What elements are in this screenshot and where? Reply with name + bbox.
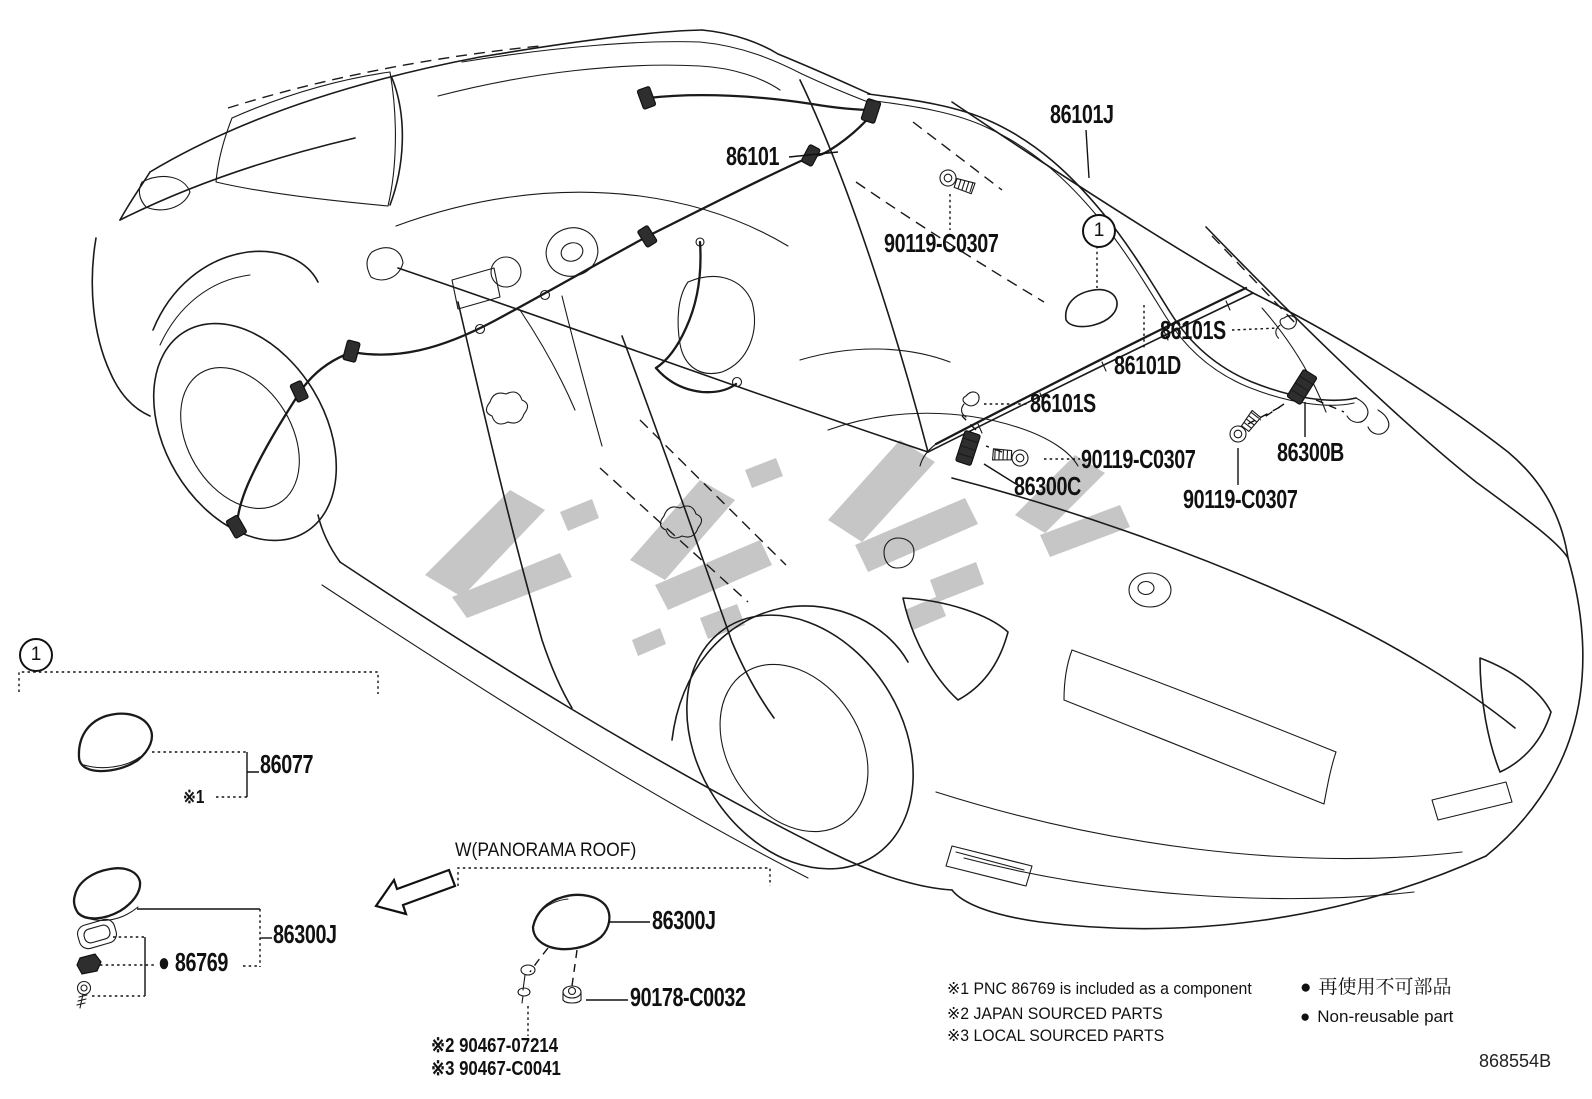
diagram-code: 868554B: [1479, 1051, 1552, 1071]
non-reusable-bullet-icon: ●: [158, 947, 170, 977]
non-reusable-bullet-icon: ●: [1300, 1007, 1311, 1026]
label-clamp-right: 86101S: [1160, 315, 1226, 345]
label-cord-86101J: 86101J: [1050, 99, 1114, 129]
legend-non-reusable-jp: [1300, 978, 1452, 997]
label-screw-top: 90119-C0307: [884, 228, 999, 258]
harness-86101: [226, 86, 881, 538]
legend-jp-text: 再使用不可部品: [1318, 977, 1452, 998]
legend-en-text: Non-reusable part: [1317, 1007, 1454, 1026]
label-harness-86101D: 86101D: [1114, 350, 1181, 380]
label-clamp-left: 86101S: [1030, 388, 1096, 418]
nut-90178-icon: [563, 986, 581, 1003]
arrow-icon: [376, 870, 455, 914]
footnote-2: ※2 JAPAN SOURCED PARTS: [947, 1005, 1163, 1023]
callout-1-bottom: [19, 638, 53, 672]
label-clip-ref3: ※3 90467-C0041: [431, 1058, 561, 1080]
roof-fin-antenna: [1066, 290, 1117, 327]
label-pad-86769: [158, 949, 228, 975]
group-86077: [19, 672, 378, 797]
bolt-icon: [77, 982, 91, 1009]
gasket-icon: [75, 917, 118, 951]
label-nut-90178: 90178-C0032: [630, 982, 746, 1012]
legend-non-reusable-en: [1300, 1008, 1453, 1025]
label-connector-86300B: 86300B: [1277, 437, 1344, 467]
callout-1-top: [1082, 214, 1116, 248]
group-86300J-left: [74, 868, 272, 1008]
label-clip-ref2: ※2 90467-07214: [431, 1035, 559, 1057]
caption-panorama-roof: W(PANORAMA ROOF): [455, 840, 637, 861]
label-screw-right: 90119-C0307: [1183, 484, 1298, 514]
label-connector-86300C: 86300C: [1014, 471, 1081, 501]
non-reusable-bullet-icon: ●: [1300, 977, 1312, 998]
nut-icon: [77, 954, 101, 974]
footnote-1: ※1 PNC 86769 is included as a component: [947, 980, 1252, 998]
fasteners: [937, 166, 1344, 469]
label-antenna-86300J-mid: 86300J: [652, 905, 716, 935]
label-cover-86077: 86077: [260, 749, 314, 779]
callout-number: 1: [30, 644, 42, 665]
roof-clip-icon: [518, 965, 535, 1003]
car-body: [92, 30, 1583, 929]
construction-lines: [228, 46, 1298, 602]
label-ref-1: ※1: [183, 787, 205, 807]
callout-number: 1: [1093, 220, 1105, 241]
pad-number: 86769: [174, 947, 228, 977]
label-antenna-86300J-left: 86300J: [273, 919, 337, 949]
label-harness-86101: 86101: [726, 141, 780, 171]
label-screw-mid: 90119-C0307: [1081, 444, 1196, 474]
footnote-3: ※3 LOCAL SOURCED PARTS: [947, 1027, 1165, 1045]
